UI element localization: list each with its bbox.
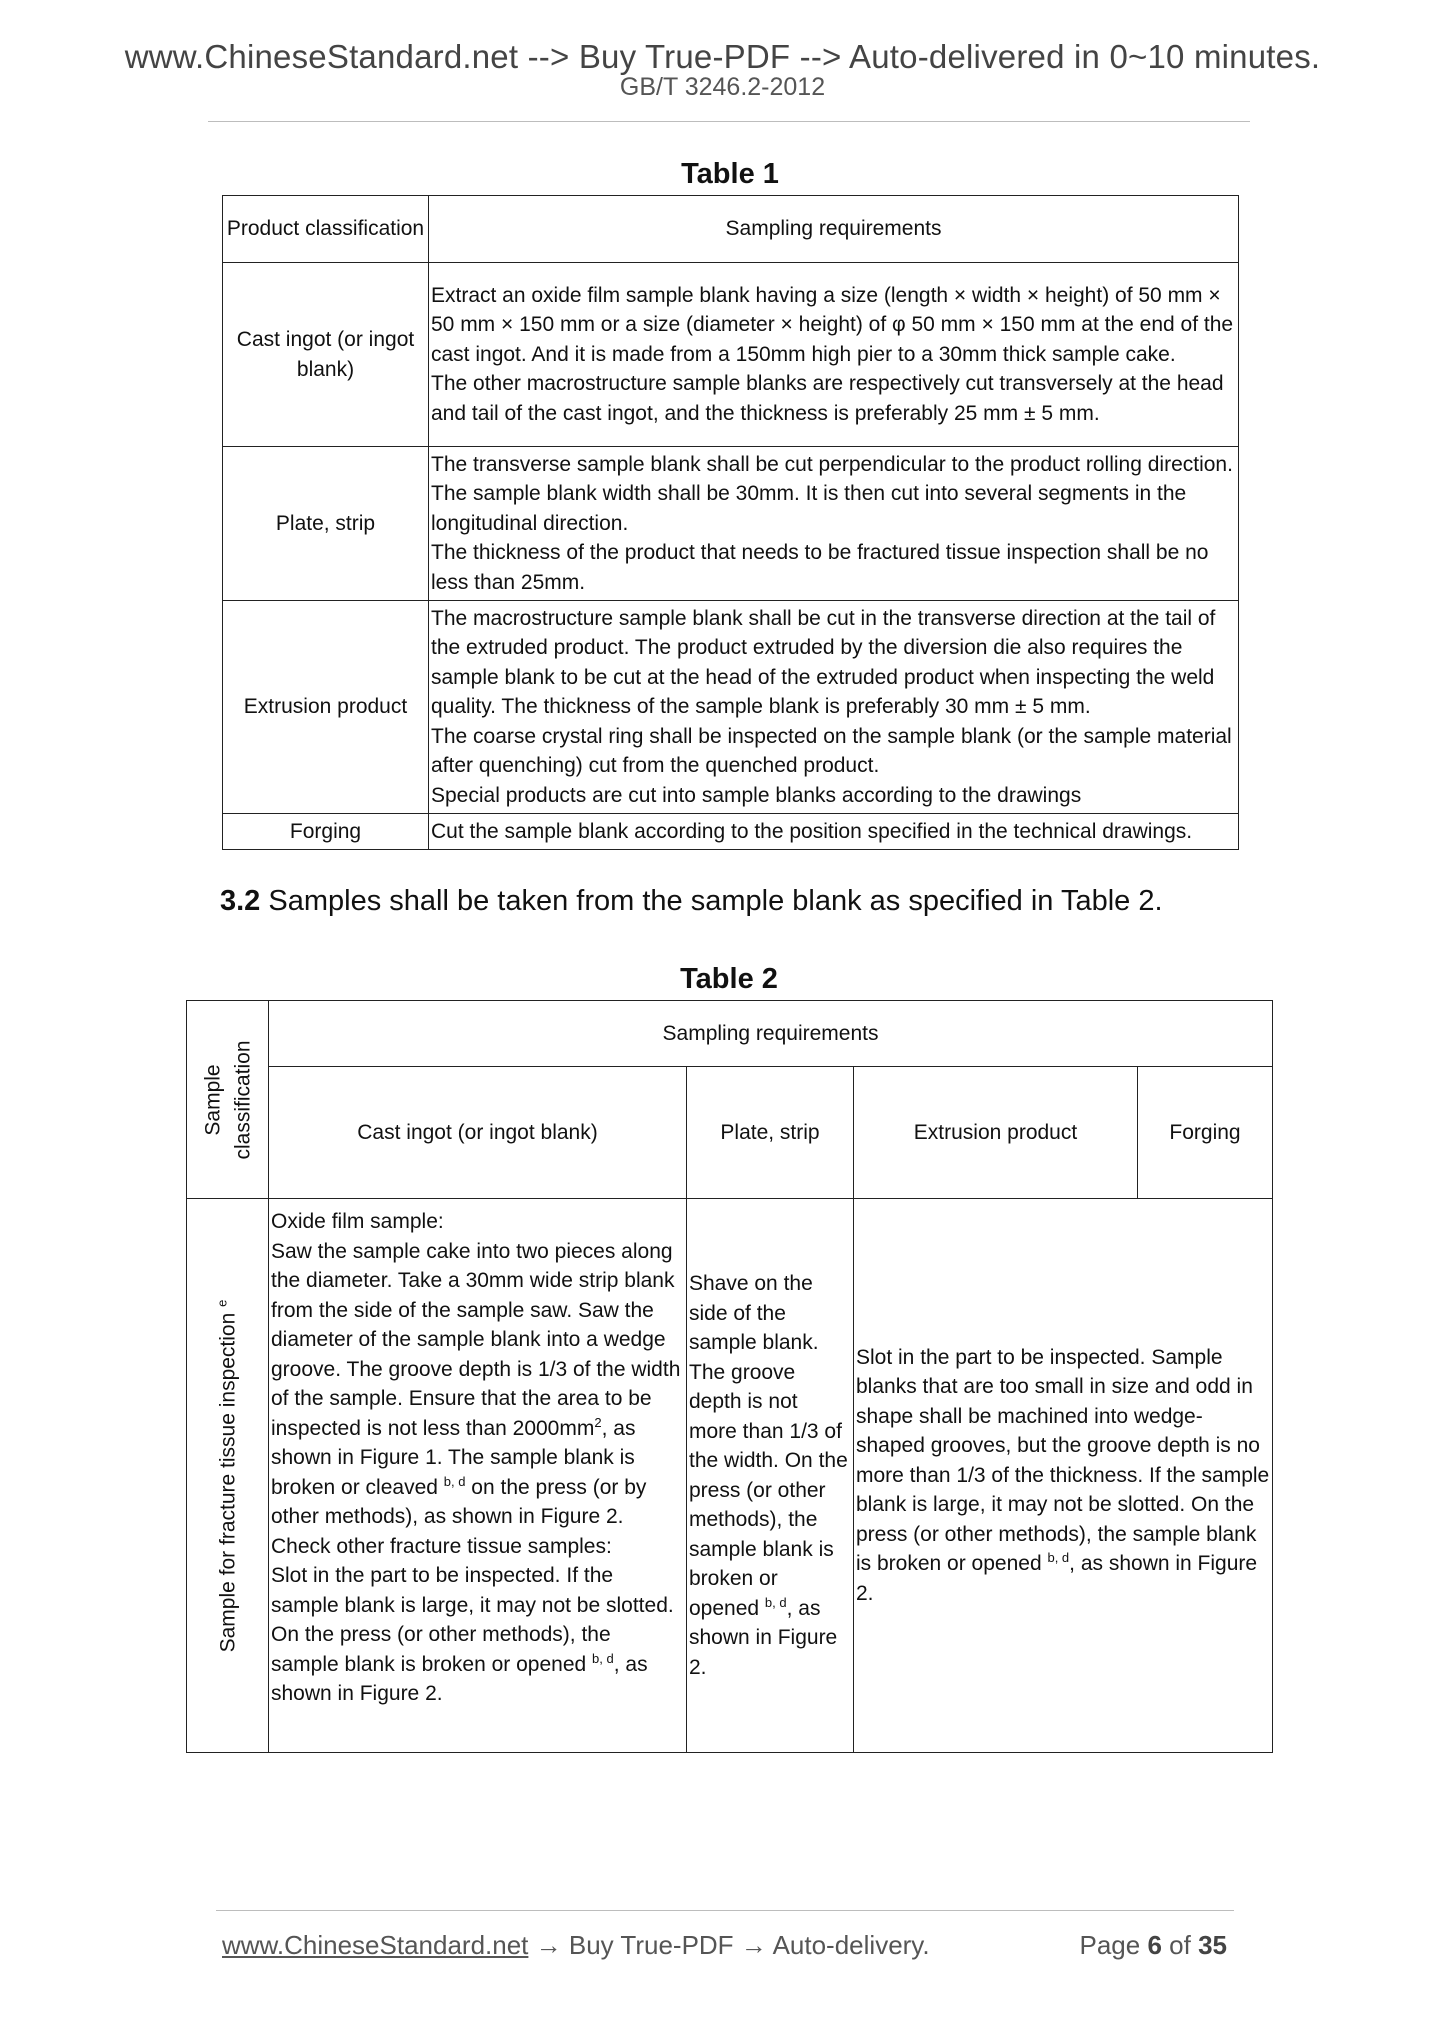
col-header-extrusion: Extrusion product bbox=[854, 1067, 1138, 1199]
row-requirement: The transverse sample blank shall be cut perpendicular to the product rolling direction. The sample blank width shall be 30mm. It is then cut into several segments in the longitudinal direction. The thickness of the product that needs to be fractured tissue inspection shall be no less than 25mm. bbox=[429, 447, 1239, 601]
col-header-forging: Forging bbox=[1138, 1067, 1273, 1199]
row-requirement: The macrostructure sample blank shall be cut in the transverse direction at the tail of the extruded product. The product extruded by the diversion die also requires the sample blank to be cut at the head of the extruded product when inspecting the weld quality. The thickness of the sample blank is preferably 30 mm ± 5 mm. The coarse crystal ring shall be inspected on the sample blank (or the sample material after quenching) cut from the quenched product. Special products are cut into sample blanks according to the drawings bbox=[429, 601, 1239, 814]
row-label: Sample for fracture tissue inspection $^e$ bbox=[213, 1299, 239, 1652]
table2 bbox=[186, 1000, 1273, 1753]
table-header-row bbox=[187, 1001, 1273, 1067]
table-header-row bbox=[223, 196, 1239, 263]
page-total: 35 bbox=[1198, 1930, 1227, 1960]
group-header: Sampling requirements bbox=[269, 1001, 1273, 1067]
table-row bbox=[223, 447, 1239, 601]
top-banner[interactable]: www.ChineseStandard.net --> Buy True-PDF --> Auto-delivered in 0~10 minutes. bbox=[124, 38, 1321, 75]
col-header-cast: Cast ingot (or ingot blank) bbox=[269, 1067, 687, 1199]
table1-caption: Table 1 bbox=[681, 158, 779, 190]
footer-tail: → Buy True-PDF → Auto-delivery. bbox=[528, 1930, 930, 1960]
header-divider bbox=[208, 121, 1250, 122]
section-number: 3.2 bbox=[220, 885, 261, 917]
table2-caption: Table 2 bbox=[680, 963, 778, 995]
page-number: 6 bbox=[1147, 1930, 1162, 1960]
row-requirement: Cut the sample blank according to the position specified in the technical drawings. bbox=[429, 814, 1239, 850]
col-header-classification: Product classification bbox=[223, 196, 429, 263]
col-header-plate: Plate, strip bbox=[687, 1067, 854, 1199]
section-3-2 bbox=[220, 885, 1163, 918]
col-header-requirements: Sampling requirements bbox=[429, 196, 1239, 263]
corner-header-cell bbox=[187, 1001, 269, 1199]
section-text: Samples shall be taken from the sample blank as specified in Table 2. bbox=[268, 885, 1163, 917]
row-classification: Extrusion product bbox=[223, 601, 429, 814]
table1 bbox=[222, 195, 1239, 850]
row-requirement: Extract an oxide film sample blank having a size (length × width × height) of 50 mm × 50 mm × 150 mm or a size (diameter × height) of φ 50 mm × 150 mm at the end of the cast ingot. And it is made from a 150mm high pier to a 30mm thick sample cake. The other macrostructure sample blanks are respectively cut transversely at the head and tail of the cast ingot, and the thickness is preferably 25 mm ± 5 mm. bbox=[429, 263, 1239, 447]
footer-left bbox=[222, 1930, 930, 1961]
table-row bbox=[187, 1199, 1273, 1753]
plate-requirement: Shave on the side of the sample blank. The groove depth is not more than 1/3 of the width. On the press (or other methods), the sample blank is broken or opened $^{b, d}$, as shown in Figure 2. bbox=[687, 1199, 854, 1753]
row-classification: Cast ingot (or ingot blank) bbox=[223, 263, 429, 447]
standard-code: GB/T 3246.2-2012 bbox=[619, 73, 826, 101]
row-label-cell bbox=[187, 1199, 269, 1753]
page-indicator: Page 6 of 35 bbox=[1079, 1930, 1227, 1960]
table-row bbox=[223, 263, 1239, 447]
corner-header: Sample classification bbox=[201, 1039, 254, 1160]
table-header-row bbox=[187, 1067, 1273, 1199]
table-row bbox=[223, 814, 1239, 850]
extrusion-forging-requirement: Slot in the part to be inspected. Sample blanks that are too small in size and odd in shape shall be machined into wedge-shaped grooves, but the groove depth is no more than 1/3 of the thickness. If the sample blank is large, it may not be slotted. On the press (or other methods), the sample blank is broken or opened $^{b, d}$, as shown in Figure 2. bbox=[854, 1199, 1273, 1753]
table-row bbox=[223, 601, 1239, 814]
row-classification: Forging bbox=[223, 814, 429, 850]
row-classification: Plate, strip bbox=[223, 447, 429, 601]
footer-link[interactable]: www.ChineseStandard.net bbox=[222, 1930, 529, 1960]
footer-divider bbox=[216, 1910, 1234, 1911]
cast-requirement: Oxide film sample: Saw the sample cake into two pieces along the diameter. Take a 30mm wide strip blank from the side of the sample saw. Saw the diameter of the sample blank into a wedge groove. The groove depth is 1/3 of the width of the sample. Ensure that the area to be inspected is not less than $2000mm^2$, as shown in Figure 1. The sample blank is broken or cleaved $^{b, d}$ on the press (or by other methods), as shown in Figure 2. Check other fracture tissue samples: Slot in the part to be inspected. If the sample blank is large, it may not be slotted. On the press (or other methods), the sample blank is broken or opened $^{b, d}$, as shown in Figure 2. bbox=[269, 1199, 687, 1753]
